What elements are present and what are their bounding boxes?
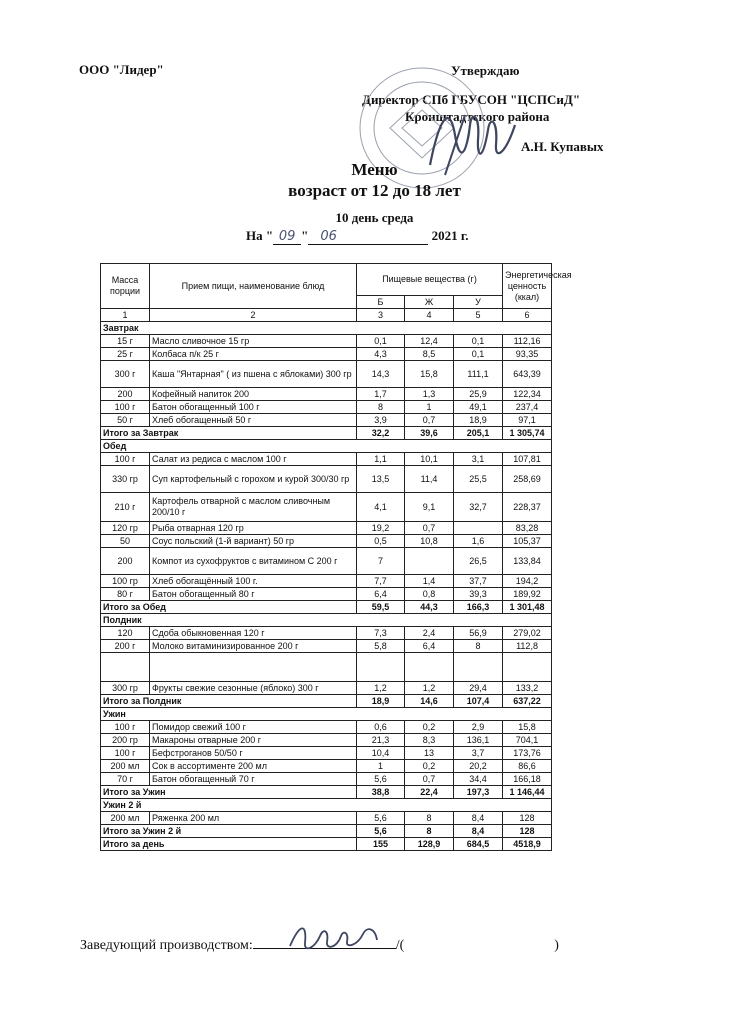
cell-kcal: 237,4 xyxy=(503,401,552,414)
cell-mass: 80 г xyxy=(101,588,150,601)
cell-fat: 0,7 xyxy=(405,522,454,535)
col-nutrients-header: Пищевые вещества (г) xyxy=(357,264,503,296)
table-row xyxy=(101,522,552,535)
cell-fat: 8 xyxy=(405,812,454,825)
col-number: 4 xyxy=(405,309,454,322)
day-total-carbs: 684,5 xyxy=(454,838,503,851)
cell-fat: 1,4 xyxy=(405,575,454,588)
cell-protein: 7 xyxy=(357,548,405,575)
total-protein: 18,9 xyxy=(357,695,405,708)
cell-mass: 100 гр xyxy=(101,575,150,588)
cell-mass: 210 г xyxy=(101,493,150,522)
cell-fat: 6,4 xyxy=(405,640,454,653)
cell-dish-name: Рыба отварная 120 гр xyxy=(150,522,357,535)
table-row xyxy=(101,773,552,786)
cell-kcal: 704,1 xyxy=(503,734,552,747)
cell-dish-name: Картофель отварной с маслом сливочным 200/10 г xyxy=(150,493,357,522)
cell-kcal: 122,34 xyxy=(503,388,552,401)
total-kcal: 1 301,48 xyxy=(503,601,552,614)
cell-dish-name: Батон обогащенный 70 г xyxy=(150,773,357,786)
cell-protein: 0,1 xyxy=(357,335,405,348)
column-numbers-row xyxy=(101,309,552,322)
cell-kcal: 133,84 xyxy=(503,548,552,575)
menu-day: 10 день среда xyxy=(335,210,414,225)
cell-dish-name: Батон обогащенный 80 г xyxy=(150,588,357,601)
cell-mass: 100 г xyxy=(101,721,150,734)
cell-fat: 8,3 xyxy=(405,734,454,747)
cell-mass: 100 г xyxy=(101,401,150,414)
cell-carbs: 136,1 xyxy=(454,734,503,747)
total-carbs: 205,1 xyxy=(454,427,503,440)
cell-protein: 7,7 xyxy=(357,575,405,588)
day-total-label: Итого за день xyxy=(101,838,357,851)
cell-carbs: 18,9 xyxy=(454,414,503,427)
cell-mass: 15 г xyxy=(101,335,150,348)
cell-dish-name: Сок в ассортименте 200 мл xyxy=(150,760,357,773)
day-total-kcal: 4518,9 xyxy=(503,838,552,851)
cell-mass: 70 г xyxy=(101,773,150,786)
total-kcal: 1 146,44 xyxy=(503,786,552,799)
cell-kcal: 133,2 xyxy=(503,682,552,695)
cell-dish-name: Колбаса п/к 25 г xyxy=(150,348,357,361)
table-row xyxy=(101,640,552,653)
table-row xyxy=(101,535,552,548)
total-fat: 44,3 xyxy=(405,601,454,614)
cell-kcal: 194,2 xyxy=(503,575,552,588)
cell-protein: 21,3 xyxy=(357,734,405,747)
cell-mass: 100 г xyxy=(101,453,150,466)
cell-dish-name: Хлеб обогащённый 100 г. xyxy=(150,575,357,588)
cell-carbs: 25,9 xyxy=(454,388,503,401)
cell-fat: 1 xyxy=(405,401,454,414)
section-title: Обед xyxy=(101,440,552,453)
footer-close: ) xyxy=(554,938,559,953)
date-month: 06 xyxy=(320,229,337,244)
cell-mass: 200 гр xyxy=(101,734,150,747)
cell-fat: 0,2 xyxy=(405,760,454,773)
cell-mass: 120 гр xyxy=(101,522,150,535)
cell-dish-name: Каша "Янтарная" ( из пшена с яблоками) 300 гр xyxy=(150,361,357,388)
cell-mass: 25 г xyxy=(101,348,150,361)
cell-fat: 11,4 xyxy=(405,466,454,493)
cell-fat: 2,4 xyxy=(405,627,454,640)
section-total-row xyxy=(101,786,552,799)
cell-mass: 200 xyxy=(101,388,150,401)
cell-carbs: 3,1 xyxy=(454,453,503,466)
cell-dish-name: Компот из сухофруктов с витамином С 200 г xyxy=(150,548,357,575)
cell-carbs: 111,1 xyxy=(454,361,503,388)
menu-date xyxy=(246,228,469,245)
cell-carbs: 26,5 xyxy=(454,548,503,575)
cell-protein: 0,5 xyxy=(357,535,405,548)
signer-name: А.Н. Купавых xyxy=(521,139,604,154)
cell-protein: 13,5 xyxy=(357,466,405,493)
cell-kcal: 173,76 xyxy=(503,747,552,760)
cell-carbs: 39,3 xyxy=(454,588,503,601)
cell-protein: 1 xyxy=(357,760,405,773)
table-row xyxy=(101,401,552,414)
cell-dish-name: Хлеб обогащенный 50 г xyxy=(150,414,357,427)
col-zh-header: Ж xyxy=(405,296,454,309)
total-kcal: 128 xyxy=(503,825,552,838)
section-total-row xyxy=(101,825,552,838)
col-mass-header: Масса порции xyxy=(101,264,150,309)
cell-protein: 4,3 xyxy=(357,348,405,361)
cell-carbs: 8,4 xyxy=(454,812,503,825)
cell-fat: 1,3 xyxy=(405,388,454,401)
day-total-row xyxy=(101,838,552,851)
total-protein: 59,5 xyxy=(357,601,405,614)
cell-protein: 5,6 xyxy=(357,812,405,825)
cell-carbs: 34,4 xyxy=(454,773,503,786)
cell-dish-name: Салат из редиса с маслом 100 г xyxy=(150,453,357,466)
cell-carbs: 37,7 xyxy=(454,575,503,588)
cell-dish-name: Сдоба обыкновенная 120 г xyxy=(150,627,357,640)
cell-mass: 200 мл xyxy=(101,812,150,825)
cell-fat: 9,1 xyxy=(405,493,454,522)
section-header-row xyxy=(101,614,552,627)
cell-kcal: 166,18 xyxy=(503,773,552,786)
cell-protein: 5,6 xyxy=(357,773,405,786)
cell-dish-name: Молоко витаминизированное 200 г xyxy=(150,640,357,653)
cell-mass: 50 xyxy=(101,535,150,548)
cell-carbs: 0,1 xyxy=(454,348,503,361)
cell-fat: 10,8 xyxy=(405,535,454,548)
cell-kcal: 15,8 xyxy=(503,721,552,734)
table-row xyxy=(101,734,552,747)
age-group: возраст от 12 до 18 лет xyxy=(288,181,461,200)
table-row xyxy=(101,812,552,825)
date-mid: " xyxy=(301,228,309,243)
director-district: Кронштадтского района xyxy=(405,109,550,124)
table-row xyxy=(101,548,552,575)
total-protein: 32,2 xyxy=(357,427,405,440)
table-row xyxy=(101,453,552,466)
cell-fat: 8,5 xyxy=(405,348,454,361)
menu-table xyxy=(100,263,572,851)
cell-kcal: 105,37 xyxy=(503,535,552,548)
cell-carbs: 32,7 xyxy=(454,493,503,522)
table-row xyxy=(101,348,552,361)
total-fat: 39,6 xyxy=(405,427,454,440)
table-row xyxy=(101,575,552,588)
cell-kcal: 112,16 xyxy=(503,335,552,348)
cell-fat: 13 xyxy=(405,747,454,760)
cell-carbs: 8 xyxy=(454,640,503,653)
cell-carbs: 1,6 xyxy=(454,535,503,548)
cell-mass: 300 гр xyxy=(101,682,150,695)
cell-carbs: 56,9 xyxy=(454,627,503,640)
col-u-header: У xyxy=(454,296,503,309)
section-header-row xyxy=(101,708,552,721)
date-year: 2021 г. xyxy=(431,228,469,243)
cell-mass: 50 г xyxy=(101,414,150,427)
table-row xyxy=(101,361,552,388)
total-carbs: 197,3 xyxy=(454,786,503,799)
total-fat: 22,4 xyxy=(405,786,454,799)
cell-carbs: 20,2 xyxy=(454,760,503,773)
cell-carbs: 3,7 xyxy=(454,747,503,760)
cell-protein xyxy=(357,653,405,682)
cell-fat: 10,1 xyxy=(405,453,454,466)
total-label: Итого за Полдник xyxy=(101,695,357,708)
col-number: 6 xyxy=(503,309,552,322)
cell-protein: 7,3 xyxy=(357,627,405,640)
cell-carbs: 0,1 xyxy=(454,335,503,348)
cell-carbs xyxy=(454,653,503,682)
total-label: Итого за Завтрак xyxy=(101,427,357,440)
cell-kcal: 228,37 xyxy=(503,493,552,522)
cell-mass: 200 г xyxy=(101,640,150,653)
cell-fat: 15,8 xyxy=(405,361,454,388)
day-total-protein: 155 xyxy=(357,838,405,851)
approve-label: Утверждаю xyxy=(451,63,520,78)
cell-fat: 0,8 xyxy=(405,588,454,601)
table-row xyxy=(101,653,552,682)
cell-carbs: 25,5 xyxy=(454,466,503,493)
cell-mass: 200 xyxy=(101,548,150,575)
cell-kcal: 643,39 xyxy=(503,361,552,388)
col-number: 3 xyxy=(357,309,405,322)
section-title: Ужин xyxy=(101,708,552,721)
table-row xyxy=(101,747,552,760)
cell-protein: 1,7 xyxy=(357,388,405,401)
cell-protein: 19,2 xyxy=(357,522,405,535)
cell-protein: 3,9 xyxy=(357,414,405,427)
header-row xyxy=(101,264,552,296)
col-b-header: Б xyxy=(357,296,405,309)
col-name-header: Прием пищи, наименование блюд xyxy=(150,264,357,309)
col-energy-header: Энергетическая ценность (ккал) xyxy=(503,264,552,309)
cell-mass: 200 мл xyxy=(101,760,150,773)
cell-dish-name xyxy=(150,653,357,682)
cell-carbs: 29,4 xyxy=(454,682,503,695)
cell-kcal: 97,1 xyxy=(503,414,552,427)
section-total-row xyxy=(101,695,552,708)
cell-mass: 300 г xyxy=(101,361,150,388)
total-kcal: 1 305,74 xyxy=(503,427,552,440)
cell-dish-name: Фрукты свежие сезонные (яблоко) 300 г xyxy=(150,682,357,695)
table-row xyxy=(101,414,552,427)
table-row xyxy=(101,493,552,522)
cell-protein: 10,4 xyxy=(357,747,405,760)
date-prefix: На " xyxy=(246,228,274,243)
organization-name: ООО "Лидер" xyxy=(79,62,164,77)
cell-dish-name: Помидор свежий 100 г xyxy=(150,721,357,734)
total-kcal: 637,22 xyxy=(503,695,552,708)
table-row xyxy=(101,627,552,640)
cell-carbs xyxy=(454,522,503,535)
section-title: Завтрак xyxy=(101,322,552,335)
cell-kcal xyxy=(503,653,552,682)
cell-protein: 0,6 xyxy=(357,721,405,734)
cell-mass xyxy=(101,653,150,682)
cell-kcal: 112,8 xyxy=(503,640,552,653)
cell-fat: 0,7 xyxy=(405,414,454,427)
cell-dish-name: Ряженка 200 мл xyxy=(150,812,357,825)
total-carbs: 8,4 xyxy=(454,825,503,838)
cell-kcal: 258,69 xyxy=(503,466,552,493)
table-row xyxy=(101,588,552,601)
cell-dish-name: Кофейный напиток 200 xyxy=(150,388,357,401)
col-number: 2 xyxy=(150,309,357,322)
cell-kcal: 93,35 xyxy=(503,348,552,361)
cell-carbs: 49,1 xyxy=(454,401,503,414)
total-carbs: 107,4 xyxy=(454,695,503,708)
cell-mass: 120 xyxy=(101,627,150,640)
section-title: Полдник xyxy=(101,614,552,627)
col-number: 1 xyxy=(101,309,150,322)
cell-mass: 330 гр xyxy=(101,466,150,493)
cell-kcal: 107,81 xyxy=(503,453,552,466)
date-day: 09 xyxy=(278,229,296,244)
cell-kcal: 86,6 xyxy=(503,760,552,773)
total-label: Итого за Обед xyxy=(101,601,357,614)
table-row xyxy=(101,721,552,734)
cell-protein: 4,1 xyxy=(357,493,405,522)
cell-dish-name: Бефстроганов 50/50 г xyxy=(150,747,357,760)
cell-fat xyxy=(405,548,454,575)
cell-protein: 6,4 xyxy=(357,588,405,601)
cell-protein: 1,2 xyxy=(357,682,405,695)
cell-fat: 0,2 xyxy=(405,721,454,734)
cell-kcal: 279,02 xyxy=(503,627,552,640)
cell-fat: 1,2 xyxy=(405,682,454,695)
director-title: Директор СПб ГБУСОН "ЦСПСиД" xyxy=(362,92,581,107)
section-total-row xyxy=(101,427,552,440)
section-header-row xyxy=(101,322,552,335)
cell-protein: 14,3 xyxy=(357,361,405,388)
cell-dish-name: Суп картофельный с горохом и курой 300/30 гр xyxy=(150,466,357,493)
cell-dish-name: Макароны отварные 200 г xyxy=(150,734,357,747)
total-protein: 5,6 xyxy=(357,825,405,838)
cell-dish-name: Батон обогащенный 100 г xyxy=(150,401,357,414)
section-title: Ужин 2 й xyxy=(101,799,552,812)
table-row xyxy=(101,335,552,348)
total-protein: 38,8 xyxy=(357,786,405,799)
cell-protein: 5,8 xyxy=(357,640,405,653)
day-total-fat: 128,9 xyxy=(405,838,454,851)
footer-slash: /( xyxy=(395,938,405,953)
cell-carbs: 2,9 xyxy=(454,721,503,734)
cell-protein: 8 xyxy=(357,401,405,414)
manager-signature xyxy=(285,918,395,958)
table-row xyxy=(101,760,552,773)
cell-kcal: 189,92 xyxy=(503,588,552,601)
table-row xyxy=(101,388,552,401)
cell-fat xyxy=(405,653,454,682)
total-label: Итого за Ужин xyxy=(101,786,357,799)
page-title: Меню xyxy=(351,160,398,179)
table-row xyxy=(101,682,552,695)
col-number: 5 xyxy=(454,309,503,322)
cell-kcal: 83,28 xyxy=(503,522,552,535)
cell-protein: 1,1 xyxy=(357,453,405,466)
cell-fat: 12,4 xyxy=(405,335,454,348)
total-label: Итого за Ужин 2 й xyxy=(101,825,357,838)
table-row xyxy=(101,466,552,493)
section-header-row xyxy=(101,799,552,812)
cell-kcal: 128 xyxy=(503,812,552,825)
total-fat: 8 xyxy=(405,825,454,838)
total-fat: 14,6 xyxy=(405,695,454,708)
footer-label: Заведующий производством: xyxy=(80,938,253,953)
cell-dish-name: Соус польский (1-й вариант) 50 гр xyxy=(150,535,357,548)
section-header-row xyxy=(101,440,552,453)
cell-fat: 0,7 xyxy=(405,773,454,786)
cell-mass: 100 г xyxy=(101,747,150,760)
total-carbs: 166,3 xyxy=(454,601,503,614)
cell-dish-name: Масло сливочное 15 гр xyxy=(150,335,357,348)
section-total-row xyxy=(101,601,552,614)
